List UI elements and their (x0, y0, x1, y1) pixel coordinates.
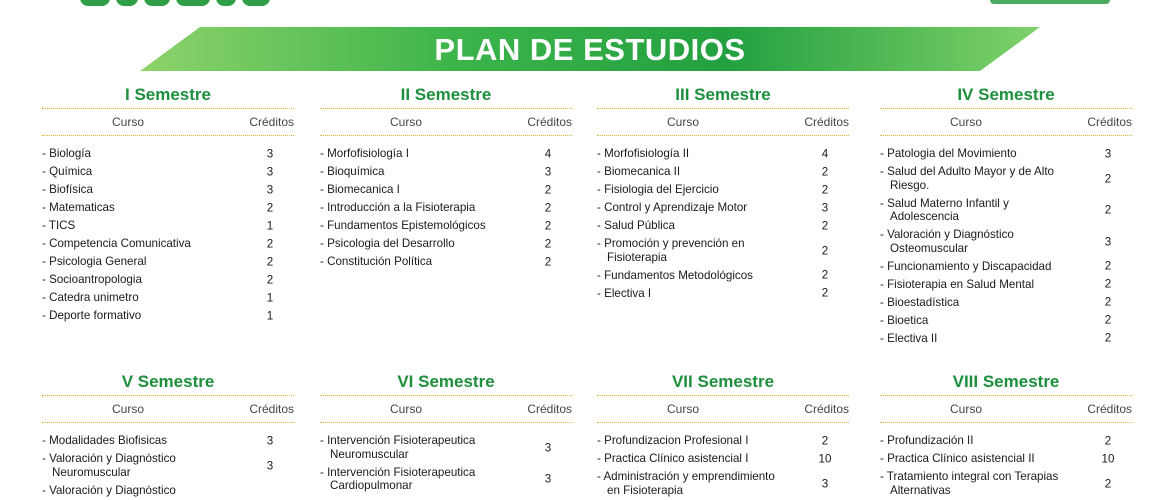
course-name (880, 278, 1076, 291)
course-list (880, 145, 1132, 347)
course-name (42, 183, 238, 196)
dotted-divider (320, 108, 572, 109)
course-credits: 3 (266, 147, 274, 161)
dotted-divider (320, 422, 572, 423)
course-list (42, 432, 294, 499)
table-row (597, 217, 849, 235)
course-name (880, 228, 1076, 255)
course-credits: 2 (266, 255, 274, 269)
semester-column-4 (880, 84, 1132, 347)
table-row (597, 163, 849, 181)
table-row (880, 468, 1132, 499)
credits-column-header: Créditos (527, 402, 572, 416)
table-row (597, 284, 849, 302)
table-row (42, 432, 294, 450)
course-name-line: - Psicologia General (42, 255, 147, 269)
course-name (42, 452, 238, 479)
course-credits: 2 (821, 183, 829, 197)
dotted-divider (42, 135, 294, 136)
course-credits: 3 (266, 459, 274, 472)
table-header (880, 400, 1132, 420)
course-name-line: - Bioetica (880, 313, 929, 327)
table-row (320, 199, 572, 217)
course-name (880, 165, 1076, 192)
course-name-line: - Valoración y Diagnóstico (42, 452, 176, 466)
table-row (320, 463, 572, 494)
course-credits: 2 (821, 434, 829, 448)
course-name-line: - Biología (42, 147, 91, 161)
course-name-line: - Psicologia del Desarrollo (320, 237, 455, 251)
course-name-line: - Salud del Adulto Mayor y de Alto (880, 165, 1055, 179)
dotted-divider (597, 422, 849, 423)
course-name (880, 452, 1076, 465)
course-name-line: - Bioquímica (320, 165, 385, 179)
table-row (320, 217, 572, 235)
course-credits: 3 (266, 183, 274, 197)
course-credits: 3 (1104, 147, 1112, 161)
table-row (880, 194, 1132, 225)
course-name-continuation: Neuromuscular (330, 447, 409, 461)
table-row (880, 257, 1132, 275)
course-credits: 3 (266, 165, 274, 179)
table-header (597, 400, 849, 420)
course-credits: 4 (821, 147, 829, 161)
cropped-logo-fragment (80, 0, 360, 6)
table-header (880, 113, 1132, 133)
course-credits: 2 (1104, 295, 1112, 309)
course-name-line: - TICS (42, 219, 76, 233)
course-credits: 10 (818, 452, 832, 466)
course-name-line: - Patologia del Movimiento (880, 147, 1017, 161)
course-credits: 2 (821, 165, 829, 179)
course-credits: 3 (544, 165, 552, 179)
course-list (320, 145, 572, 271)
course-name-line: - Valoración y Diagnóstico (880, 228, 1014, 242)
course-name-line: - Matematicas (42, 201, 115, 215)
table-row (880, 432, 1132, 450)
semester-title: IV Semestre (957, 85, 1055, 104)
dotted-divider (880, 422, 1132, 423)
course-name (597, 201, 793, 214)
course-list (320, 432, 572, 495)
course-credits: 2 (266, 237, 274, 251)
table-row (880, 226, 1132, 257)
credits-column-header: Créditos (527, 115, 572, 129)
credits-column-header: Créditos (804, 402, 849, 416)
table-row (320, 181, 572, 199)
semester-title: III Semestre (675, 85, 771, 104)
table-row (320, 432, 572, 463)
course-name (320, 165, 516, 178)
course-name-line: - Funcionamiento y Discapacidad (880, 259, 1052, 273)
course-column-header: Curso (389, 115, 422, 129)
course-credits: 2 (266, 201, 274, 215)
course-name-line: - Valoración y Diagnóstico (42, 483, 176, 497)
course-credits: 2 (1104, 313, 1112, 327)
course-credits: 2 (1104, 203, 1112, 217)
table-row (42, 450, 294, 481)
table-row (597, 468, 849, 499)
course-credits: 4 (544, 147, 552, 161)
dotted-divider (597, 395, 849, 396)
course-name-line: - Electiva II (880, 331, 938, 345)
course-name (320, 237, 516, 250)
credits-column-header: Créditos (1087, 402, 1132, 416)
course-credits: 3 (266, 434, 274, 448)
course-name-continuation: Riesgo. (890, 178, 930, 192)
course-list (597, 432, 849, 499)
course-name (42, 434, 238, 447)
table-row (320, 145, 572, 163)
table-row (597, 181, 849, 199)
semester-title: VII Semestre (671, 372, 775, 391)
course-credits: 3 (1104, 234, 1112, 248)
course-name (42, 219, 238, 232)
table-row (880, 275, 1132, 293)
course-name (42, 273, 238, 286)
course-name-line: - Fisiologia del Ejercicio (597, 183, 719, 197)
table-row (880, 293, 1132, 311)
course-credits: 1 (266, 291, 274, 305)
table-header (42, 113, 294, 133)
course-credits: 2 (1104, 477, 1112, 490)
table-row (42, 163, 294, 181)
table-row (597, 199, 849, 217)
course-column-header: Curso (666, 402, 699, 416)
table-row (597, 235, 849, 266)
course-credits: 2 (1104, 331, 1112, 345)
course-credits: 2 (821, 219, 829, 233)
semester-column-5 (42, 371, 294, 499)
semester-column-6 (320, 371, 572, 495)
table-row (42, 145, 294, 163)
course-name-line: - Biomecanica I (320, 183, 400, 197)
course-name-line: - Practica Clínico asistencial I (597, 452, 749, 466)
table-row (597, 450, 849, 468)
course-credits: 2 (544, 201, 552, 215)
table-row (320, 235, 572, 253)
table-row (597, 266, 849, 284)
semester-title: VI Semestre (397, 372, 495, 391)
course-name-continuation: Cardiopulmonar (330, 479, 413, 493)
course-name-line: - Socioantropologia (42, 273, 142, 287)
course-name (320, 255, 516, 268)
course-name-line: - Profundizacion Profesional I (597, 434, 749, 448)
course-name-line: - Catedra unimetro (42, 291, 139, 305)
course-credits: 2 (1104, 277, 1112, 291)
course-credits: 3 (544, 472, 552, 486)
course-name (597, 452, 793, 465)
semester-title: II Semestre (400, 85, 492, 104)
course-column-header: Curso (949, 402, 982, 416)
course-name (42, 291, 238, 304)
course-name-line: - Salud Pública (597, 219, 675, 233)
course-name-line: - Constitución Política (320, 255, 433, 269)
course-name-line: - Fundamentos Epistemológicos (320, 219, 486, 233)
table-row (880, 145, 1132, 163)
course-credits: 2 (1104, 259, 1112, 273)
course-column-header: Curso (389, 402, 422, 416)
table-row (880, 329, 1132, 347)
course-name-line: - Administración y emprendimiento (597, 470, 775, 484)
course-name-line: - Promoción y prevención en (597, 237, 745, 251)
course-credits: 2 (821, 244, 829, 257)
semester-column-7 (597, 371, 849, 499)
dotted-divider (320, 395, 572, 396)
dotted-divider (42, 108, 294, 109)
semester-column-2 (320, 84, 572, 271)
table-row (597, 432, 849, 450)
credits-column-header: Créditos (804, 115, 849, 129)
course-credits: 2 (544, 219, 552, 233)
course-name-line: - Morfofisiología I (320, 147, 409, 161)
credits-column-header: Créditos (249, 402, 294, 416)
course-name (42, 309, 238, 322)
top-cropped-header (0, 0, 1170, 12)
table-row (880, 311, 1132, 329)
course-credits: 10 (1101, 452, 1115, 466)
semester-title: VIII Semestre (952, 372, 1060, 391)
course-name (880, 197, 1076, 224)
dotted-divider (597, 108, 849, 109)
course-credits: 2 (1104, 172, 1112, 185)
table-row (880, 450, 1132, 468)
course-name-continuation: Fisioterapia (607, 250, 667, 264)
dotted-divider (42, 422, 294, 423)
course-name-line: - Tratamiento integral con Terapias (880, 470, 1059, 484)
course-name (880, 147, 1076, 160)
course-list (42, 145, 294, 325)
course-name-line: - Electiva I (597, 286, 652, 300)
table-header (320, 400, 572, 420)
course-column-header: Curso (111, 402, 144, 416)
course-name (597, 287, 793, 300)
course-name-line: - Intervención Fisioterapeutica (320, 465, 476, 479)
course-name-line: - Biomecanica II (597, 165, 681, 179)
course-name (880, 296, 1076, 309)
course-credits: 2 (1104, 434, 1112, 448)
course-name-line: - Morfofisiología II (597, 147, 690, 161)
course-credits: 1 (266, 309, 274, 323)
semester-column-1 (42, 84, 294, 325)
course-list (597, 145, 849, 302)
dotted-divider (880, 395, 1132, 396)
table-row (597, 145, 849, 163)
plan-banner (140, 27, 1040, 71)
table-row (42, 289, 294, 307)
semester-title: V Semestre (121, 372, 215, 391)
course-name (42, 165, 238, 178)
course-credits: 2 (544, 255, 552, 269)
course-name-continuation: Adolescencia (890, 210, 959, 224)
semester-column-8 (880, 371, 1132, 499)
table-header (320, 113, 572, 133)
course-credits: 2 (821, 268, 829, 282)
course-name-line: - Biofísica (42, 183, 93, 197)
course-column-header: Curso (666, 115, 699, 129)
course-name-line: - Competencia Comunicativa (42, 237, 191, 251)
course-name-continuation: Alternativas (890, 483, 951, 497)
semester-title: I Semestre (125, 85, 211, 104)
course-name (880, 260, 1076, 273)
table-row (42, 181, 294, 199)
course-name (597, 183, 793, 196)
table-header (597, 113, 849, 133)
table-row (320, 163, 572, 181)
course-name-line: - Química (42, 165, 93, 179)
course-name (597, 237, 793, 264)
dotted-divider (320, 135, 572, 136)
course-name (597, 219, 793, 232)
course-credits: 3 (821, 201, 829, 215)
course-name (42, 484, 238, 497)
table-row (42, 253, 294, 271)
course-name (320, 219, 516, 232)
course-credits: 2 (266, 273, 274, 287)
course-name (597, 470, 793, 497)
course-column-header: Curso (111, 115, 144, 129)
course-credits: 1 (266, 219, 274, 233)
course-credits: 2 (821, 286, 829, 300)
course-name (320, 183, 516, 196)
course-name (42, 201, 238, 214)
semester-column-3 (597, 84, 849, 302)
course-name (597, 269, 793, 282)
course-name (320, 434, 516, 461)
table-row (42, 217, 294, 235)
course-name (42, 147, 238, 160)
course-name (597, 434, 793, 447)
course-credits: 2 (544, 183, 552, 197)
table-header (42, 400, 294, 420)
table-row (42, 199, 294, 217)
dotted-divider (597, 135, 849, 136)
table-row (320, 253, 572, 271)
course-list (880, 432, 1132, 499)
course-name-line: - Practica Clínico asistencial II (880, 452, 1035, 466)
course-name-line: - Salud Materno Infantil y (880, 196, 1009, 210)
course-credits: 2 (544, 237, 552, 251)
course-name-continuation: Neuromuscular (52, 465, 131, 479)
credits-column-header: Créditos (1087, 115, 1132, 129)
table-row (42, 307, 294, 325)
table-row (880, 163, 1132, 194)
course-name (42, 237, 238, 250)
course-name-line: - Deporte formativo (42, 309, 142, 323)
course-name-line: - Control y Aprendizaje Motor (597, 201, 748, 215)
course-name (320, 147, 516, 160)
course-name-line: - Fundamentos Metodológicos (597, 268, 753, 282)
course-name (880, 434, 1076, 447)
course-name-continuation: en Fisioterapia (607, 483, 684, 497)
table-row (42, 481, 294, 499)
dotted-divider (42, 395, 294, 396)
course-name-line: - Modalidades Biofisicas (42, 434, 168, 448)
table-row (42, 235, 294, 253)
course-name (880, 314, 1076, 327)
course-name (597, 165, 793, 178)
course-name (880, 332, 1076, 345)
course-name (320, 201, 516, 214)
page-title: PLAN DE ESTUDIOS (434, 32, 746, 67)
credits-column-header: Créditos (249, 115, 294, 129)
course-credits: 3 (544, 441, 552, 454)
course-name (320, 466, 516, 493)
course-name (880, 470, 1076, 497)
course-name-line: - Profundización II (880, 434, 974, 448)
course-name-line: - Bioestadística (880, 295, 960, 309)
course-name-line: - Intervención Fisioterapeutica (320, 434, 476, 448)
dotted-divider (880, 108, 1132, 109)
course-name-line: - Fisioterapia en Salud Mental (880, 277, 1035, 291)
course-credits: 3 (821, 477, 829, 490)
course-name-line: - Introducción a la Fisioterapia (320, 201, 476, 215)
course-name (597, 147, 793, 160)
table-row (42, 271, 294, 289)
cropped-logo-fragment-right (990, 0, 1110, 4)
course-name-continuation: Osteomuscular (890, 241, 968, 255)
course-name (42, 255, 238, 268)
course-column-header: Curso (949, 115, 982, 129)
dotted-divider (880, 135, 1132, 136)
